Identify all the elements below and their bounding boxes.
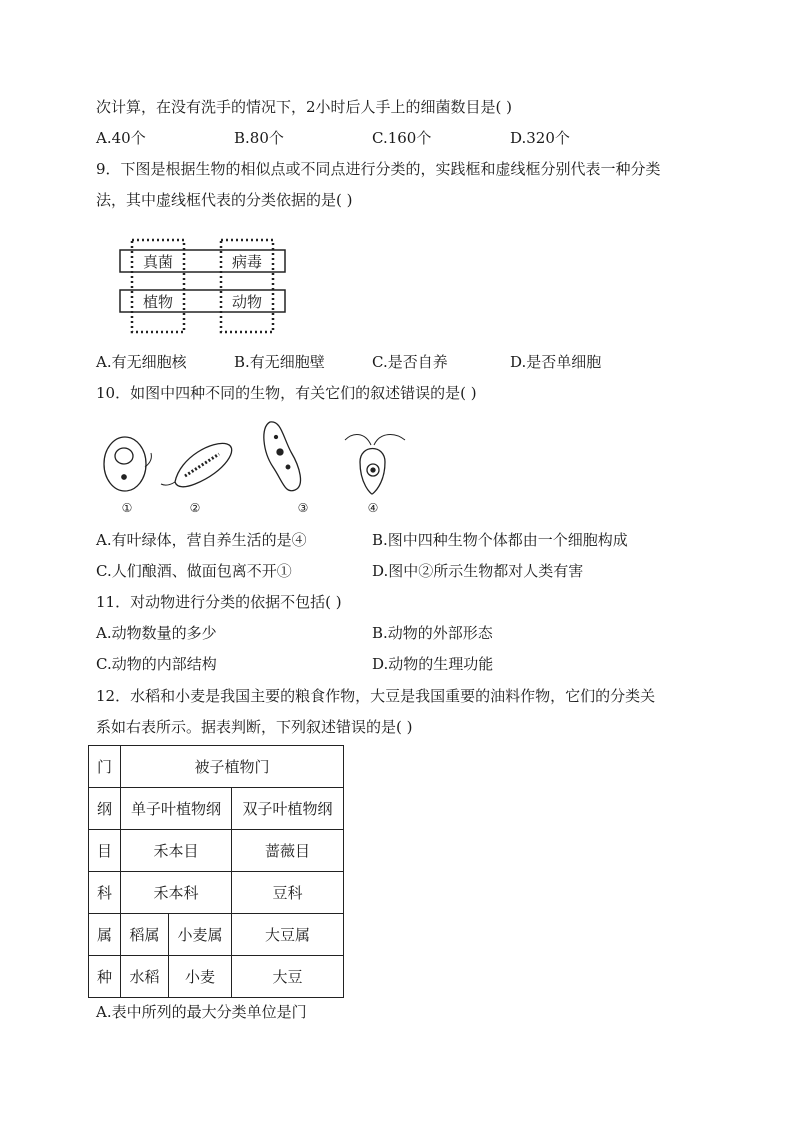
rank-cell: 种	[89, 956, 121, 998]
rank-cell: 纲	[89, 788, 121, 830]
organism-2-bacterium	[161, 443, 232, 486]
table-cell: 小麦	[169, 956, 232, 998]
classification-table	[88, 745, 344, 998]
table-cell: 蔷薇目	[232, 830, 344, 872]
table-cell: 豆科	[232, 872, 344, 914]
q10-option-c[interactable]: C.人们酿酒、做面包离不开①	[96, 562, 292, 580]
table-row	[89, 788, 344, 830]
q11-option-c[interactable]: C.动物的内部结构	[96, 655, 217, 673]
q9-classification-diagram	[110, 230, 300, 340]
table-cell: 禾本科	[121, 872, 232, 914]
diagram-label-virus: 病毒	[231, 253, 263, 271]
q11-stem: 11．对动物进行分类的依据不包括( )	[96, 593, 342, 611]
q8-option-c[interactable]: C.160个	[372, 129, 432, 147]
q8-option-a[interactable]: A.40个	[96, 129, 146, 147]
table-cell: 稻属	[121, 914, 169, 956]
q9-option-a[interactable]: A.有无细胞核	[96, 353, 187, 371]
q8-option-d[interactable]: D.320个	[510, 129, 570, 147]
q10-option-a[interactable]: A.有叶绿体，营自养生活的是④	[96, 531, 307, 549]
organism-label-2: ②	[189, 501, 201, 515]
q9-option-d[interactable]: D.是否单细胞	[510, 353, 602, 371]
q9-stem-line1: 9．下图是根据生物的相似点或不同点进行分类的，实践框和虚线框分别代表一种分类	[96, 160, 661, 178]
diagram-label-fungi: 真菌	[142, 253, 174, 271]
organism-4-chlamydomonas	[345, 435, 405, 494]
q10-option-d[interactable]: D.图中②所示生物都对人类有害	[372, 562, 584, 580]
rank-cell: 属	[89, 914, 121, 956]
table-cell: 大豆属	[232, 914, 344, 956]
table-cell: 大豆	[232, 956, 344, 998]
rank-cell: 科	[89, 872, 121, 914]
table-cell: 被子植物门	[121, 746, 344, 788]
table-row	[89, 956, 344, 998]
table-cell: 小麦属	[169, 914, 232, 956]
organism-label-1: ①	[121, 501, 133, 515]
table-cell: 禾本目	[121, 830, 232, 872]
organism-label-3: ③	[297, 501, 309, 515]
table-row	[89, 914, 344, 956]
table-row	[89, 746, 344, 788]
q8-option-b[interactable]: B.80个	[234, 129, 284, 147]
diagram-label-animal: 动物	[231, 293, 263, 311]
table-cell: 水稻	[121, 956, 169, 998]
table-cell: 双子叶植物纲	[232, 788, 344, 830]
q9-option-c[interactable]: C.是否自养	[372, 353, 448, 371]
rank-cell: 门	[89, 746, 121, 788]
q10-organisms-figure	[95, 412, 425, 517]
q10-option-b[interactable]: B.图中四种生物个体都由一个细胞构成	[372, 531, 628, 549]
organism-1-yeast	[104, 437, 151, 491]
q8-stem: 次计算，在没有洗手的情况下，2小时后人手上的细菌数目是( )	[96, 98, 513, 116]
table-row	[89, 872, 344, 914]
q11-option-d[interactable]: D.动物的生理功能	[372, 655, 494, 673]
q12-stem-line2: 系如右表所示。据表判断，下列叙述错误的是( )	[96, 718, 413, 736]
q9-option-b[interactable]: B.有无细胞壁	[234, 353, 325, 371]
rank-cell: 目	[89, 830, 121, 872]
q12-option-a[interactable]: A.表中所列的最大分类单位是门	[96, 1003, 307, 1021]
q10-stem: 10．如图中四种不同的生物，有关它们的叙述错误的是( )	[96, 384, 477, 402]
organism-3-paramecium	[264, 422, 301, 491]
q12-stem-line1: 12．水稻和小麦是我国主要的粮食作物，大豆是我国重要的油料作物，它们的分类关	[96, 687, 656, 705]
q9-stem-line2: 法，其中虚线框代表的分类依据的是( )	[96, 191, 353, 209]
table-cell: 单子叶植物纲	[121, 788, 232, 830]
organism-label-4: ④	[367, 501, 379, 515]
q11-option-b[interactable]: B.动物的外部形态	[372, 624, 493, 642]
table-row	[89, 830, 344, 872]
q11-option-a[interactable]: A.动物数量的多少	[96, 624, 217, 642]
diagram-label-plant: 植物	[142, 293, 174, 311]
